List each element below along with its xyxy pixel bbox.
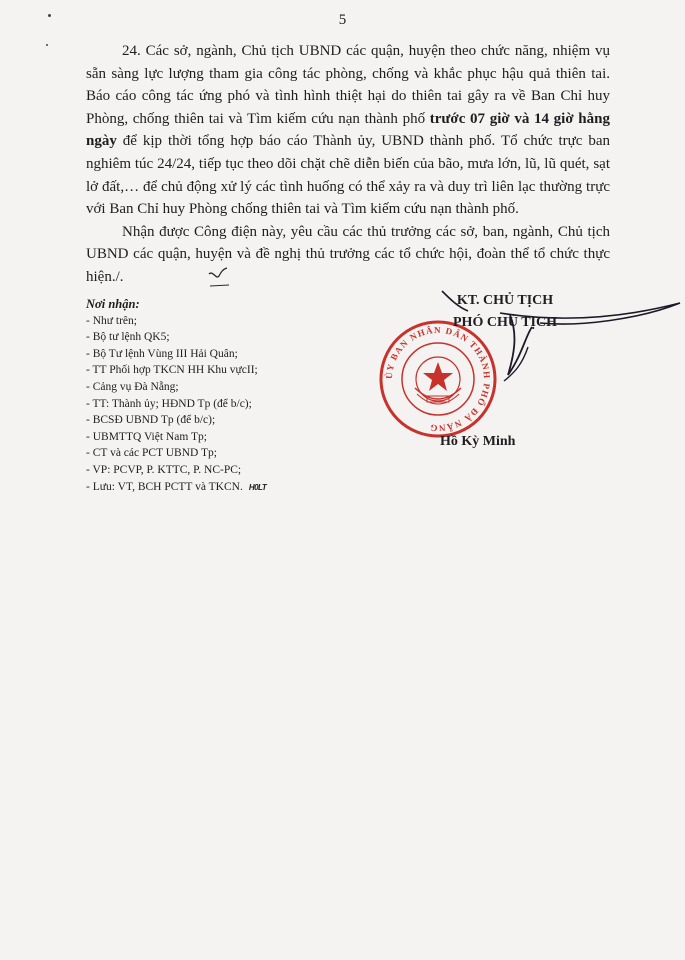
recipient-item: - TT Phối hợp TKCN HH Khu vựcII;	[86, 362, 376, 379]
paragraph-24: 24. Các sở, ngành, Chủ tịch UBND các quận, huyện theo chức năng, nhiệm vụ sẵn sàng lực lượng tham gia công tác phòng, chống và khắc phục hậu quả thiên tai. Báo cáo công tác ứng phó và tình hình thiệt hại do thiên tai gây ra về Ban Chỉ huy Phòng, chống thiên tai và Tìm kiếm cứu nạn thành phố trước 07 giờ và 14 giờ hằng ngày để kịp thời tổng hợp báo cáo Thành ủy, UBND thành phố. Tổ chức trực ban nghiêm túc 24/24, tiếp tục theo dõi chặt chẽ diễn biến của bão, mưa lớn, lũ, lũ quét, sạt lở đất,… để chủ động xử lý các tình huống có thể xảy ra và duy trì liên lạc thường trực với Ban Chỉ huy Phòng chống thiên tai và Tìm kiếm cứu nạn thành phố.	[86, 43, 610, 218]
recipient-item: - Bộ Tư lệnh Vùng III Hải Quân;	[86, 346, 376, 363]
body-text	[86, 40, 610, 289]
recipient-item: - Bộ tư lệnh QK5;	[86, 329, 376, 346]
recipient-item: - UBMTTQ Việt Nam Tp;	[86, 429, 376, 446]
handwritten-signature	[430, 285, 685, 395]
recipient-item: - TT: Thành ủy; HĐND Tp (để b/c);	[86, 396, 376, 413]
seal-ring-text: ỦY BAN NHÂN DÂN THÀNH PHỐ ĐÀ NẴNG	[383, 324, 493, 434]
signature-position: PHÓ CHỦ TỊCH	[453, 315, 557, 330]
page-number: 5	[338, 12, 347, 28]
recipient-item: - Như trên;	[86, 313, 376, 330]
recipient-item: - VP: PCVP, P. KTTC, P. NC-PC;	[86, 462, 376, 479]
recipient-item: - Cảng vụ Đà Nẵng;	[86, 379, 376, 396]
recipient-item: - CT và các PCT UBND Tp;	[86, 445, 376, 462]
signature-authority: KT. CHỦ TỊCH	[456, 293, 554, 308]
closing-paragraph: Nhận được Công điện này, yêu cầu các thủ trưởng các sở, ban, ngành, Chủ tịch UBND các quận, huyện và đề nghị thủ trưởng các tổ chức hội, đoàn thể tổ chức thực hiện./.	[86, 223, 610, 285]
initial-check-mark	[207, 266, 231, 288]
clerk-initials: H0LT	[248, 482, 267, 492]
recipient-item: - Lưu: VT, BCH PCTT và TKCN. H0LT	[86, 479, 376, 497]
recipients-title: Nơi nhận:	[86, 297, 140, 311]
recipient-item: - BCSĐ UBND Tp (để b/c);	[86, 412, 376, 429]
recipients-list	[86, 313, 376, 497]
signer-name: Hồ Kỳ Minh	[440, 434, 516, 449]
scan-speck	[46, 44, 48, 46]
deadline-bold-text: trước 07 giờ và 14 giờ hằng ngày	[86, 110, 610, 150]
recipients-block	[86, 296, 376, 496]
